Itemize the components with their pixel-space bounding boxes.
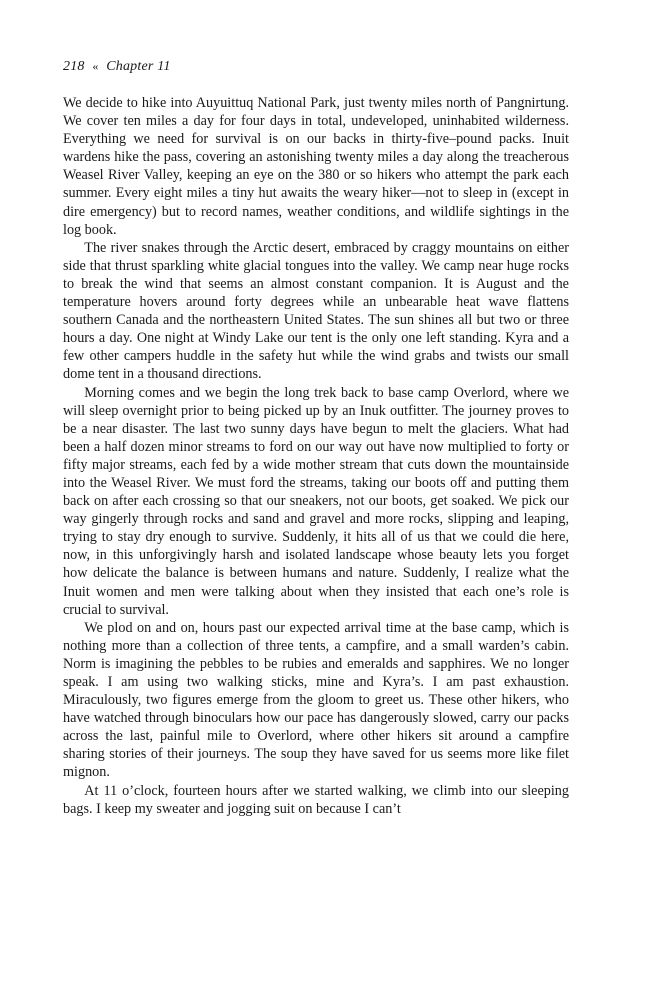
body-text bbox=[63, 94, 569, 818]
paragraph-1: We decide to hike into Auyuittuq National Park, just twenty miles north of Pangnirtung. We cover ten miles a day for four days in total, undeveloped, uninhabited wilderness. Everything we need for survival is on our backs in thirty-five–pound packs. Inuit wardens hike the pass, covering an astonishing twenty miles a day along the treacherous Weasel River Valley, keeping an eye on the 380 or so hikers who attempt the park each summer. Every eight miles a tiny hut awaits the weary hiker—not to sleep in (except in dire emergency) but to record names, weather conditions, and wildlife sightings in the log book. bbox=[63, 95, 569, 238]
book-page bbox=[63, 57, 569, 818]
paragraph-5: At 11 o’clock, fourteen hours after we started walking, we climb into our sleeping bags. I keep my sweater and jogging suit on because I can’t bbox=[63, 782, 569, 817]
paragraph-4: We plod on and on, hours past our expected arrival time at the base camp, which is nothing more than a collection of three tents, a campfire, and a small warden’s cabin. Norm is imagining the pebbles to be rubies and emeralds and sapphires. We no longer speak. I am using two walking sticks, mine and Kyra’s. I am past exhaustion. Miraculously, two figures emerge from the gloom to greet us. These other hikers, who have watched through binoculars how our pace has dangerously slowed, carry our packs across the last, painful mile to Overlord, where other hikers sit around a campfire sharing stories of their journeys. The soup they have saved for us seems more like filet mignon. bbox=[63, 619, 569, 781]
paragraph-2: The river snakes through the Arctic desert, embraced by craggy mountains on either side that thrust sparkling white glacial tongues into the valley. We camp near huge rocks to break the wind that seems an almost constant companion. It is August and the temperature hovers around forty degrees while an unbearable heat wave flattens southern Canada and the northeastern United States. The sun shines all but two or three hours a day. One night at Windy Lake our tent is the only one left standing. Kyra and a few other campers huddle in the safety hut while the wind grabs and twists our small dome tent in a thousand directions. bbox=[63, 239, 569, 383]
chapter-title: Chapter 11 bbox=[106, 59, 171, 74]
ornament-icon: « bbox=[92, 59, 99, 73]
running-head bbox=[63, 57, 569, 76]
paragraph-3: Morning comes and we begin the long trek back to base camp Overlord, where we will sleep overnight prior to being picked up by an Inuk outfitter. The journey proves to be a near disaster. The last two sunny days have begun to melt the glaciers. What had been a half dozen minor streams to ford on our way out have now multiplied to forty or fifty major streams, each fed by a wide mother stream that cuts down the mountainside into the Weasel River. We must ford the streams, taking our boots off and putting them back on after each crossing so that our sneakers, not our boots, get soaked. We pick our way gingerly through rocks and sand and gravel and more rocks, slipping and leaping, trying to stay dry enough to survive. Suddenly, it hits all of us that we could die here, now, in this unforgivingly harsh and isolated landscape whose beauty lets you forget how delicate the balance is between humans and nature. Suddenly, I realize what the Inuit women and men were talking about when they insisted that each one’s role is crucial to survival. bbox=[63, 384, 569, 618]
page-number: 218 bbox=[63, 59, 85, 74]
